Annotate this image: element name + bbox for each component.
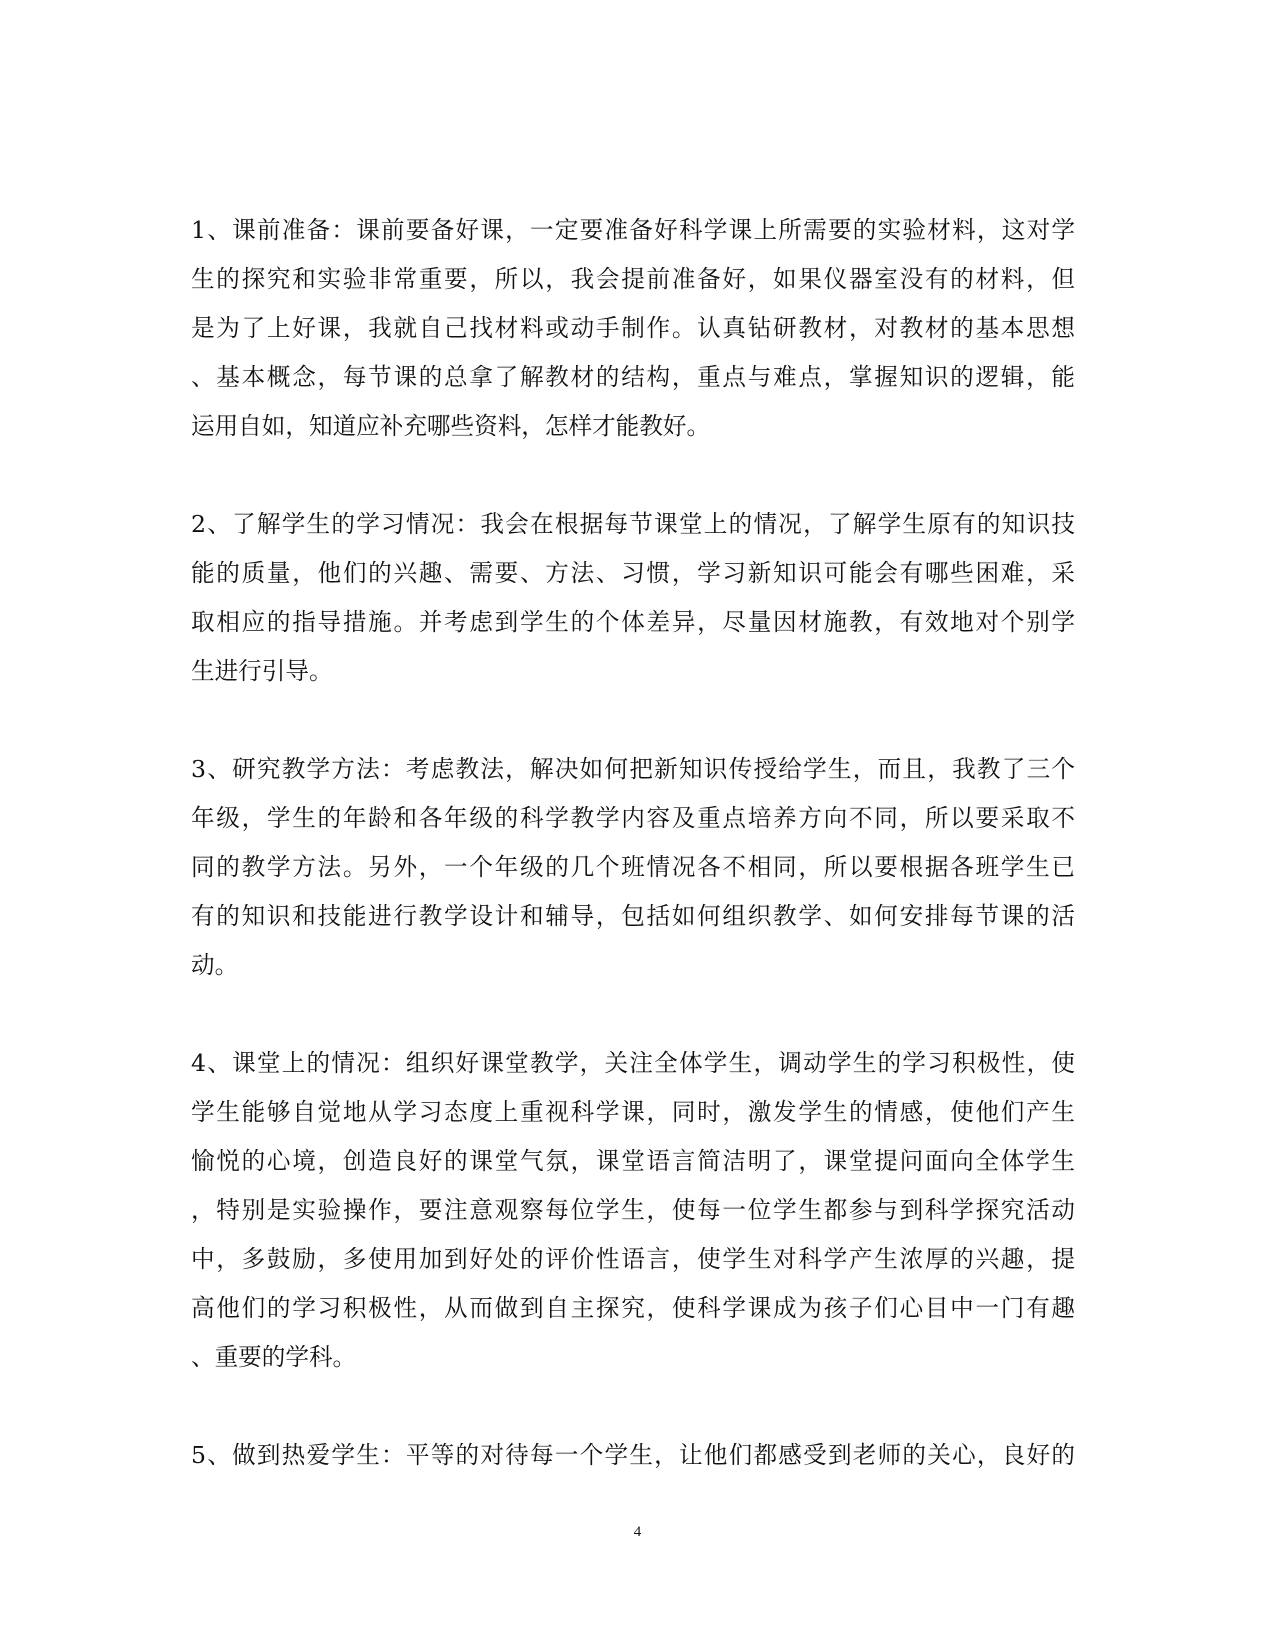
text-line: 高他们的学习积极性，从而做到自主探究，使科学课成为孩子们心目中一门有趣 — [191, 1294, 1075, 1322]
text-line: 4、课堂上的情况：组织好课堂教学，关注全体学生，调动学生的学习积极性，使 — [191, 1049, 1075, 1077]
text-line: 2、了解学生的学习情况：我会在根据每节课堂上的情况，了解学生原有的知识技 — [191, 510, 1075, 538]
text-line: 有的知识和技能进行教学设计和辅导，包括如何组织教学、如何安排每节课的活 — [191, 902, 1075, 930]
text-line: 、基本概念，每节课的总拿了解教材的结构，重点与难点，掌握知识的逻辑，能 — [191, 363, 1075, 391]
text-line: 、重要的学科。 — [191, 1343, 357, 1371]
text-line: 是为了上好课，我就自己找材料或动手制作。认真钻研教材，对教材的基本思想 — [191, 314, 1075, 342]
text-line: 1、课前准备：课前要备好课，一定要准备好科学课上所需要的实验材料，这对学 — [191, 216, 1075, 244]
text-line: 生的探究和实验非常重要，所以，我会提前准备好，如果仪器室没有的材料，但 — [191, 265, 1075, 293]
text-line: 运用自如，知道应补充哪些资料，怎样才能教好。 — [191, 412, 711, 440]
paragraph-3 — [191, 745, 1075, 990]
text-line: 中，多鼓励，多使用加到好处的评价性语言，使学生对科学产生浓厚的兴趣，提 — [191, 1245, 1075, 1273]
page-number: 4 — [633, 1524, 642, 1540]
text-line: 动。 — [191, 951, 239, 979]
document-body — [191, 206, 1075, 1529]
text-line: 5、做到热爱学生：平等的对待每一个学生，让他们都感受到老师的关心，良好的 — [191, 1441, 1075, 1469]
paragraph-4 — [191, 1039, 1075, 1382]
paragraph-5 — [191, 1431, 1075, 1480]
paragraph-1 — [191, 206, 1075, 451]
text-line: 能的质量，他们的兴趣、需要、方法、习惯，学习新知识可能会有哪些困难，采 — [191, 559, 1075, 587]
text-line: 取相应的指导措施。并考虑到学生的个体差异，尽量因材施教，有效地对个别学 — [191, 608, 1075, 636]
text-line: 同的教学方法。另外，一个年级的几个班情况各不相同，所以要根据各班学生已 — [191, 853, 1075, 881]
paragraph-2 — [191, 500, 1075, 696]
text-line: 生进行引导。 — [191, 657, 333, 685]
text-line: 愉悦的心境，创造良好的课堂气氛，课堂语言简洁明了，课堂提问面向全体学生 — [191, 1147, 1075, 1175]
text-line: 学生能够自觉地从学习态度上重视科学课，同时，激发学生的情感，使他们产生 — [191, 1098, 1075, 1126]
text-line: 年级，学生的年龄和各年级的科学教学内容及重点培养方向不同，所以要采取不 — [191, 804, 1075, 832]
text-line: ，特别是实验操作，要注意观察每位学生，使每一位学生都参与到科学探究活动 — [191, 1196, 1075, 1224]
text-line: 3、研究教学方法：考虑教法，解决如何把新知识传授给学生，而且，我教了三个 — [191, 755, 1075, 783]
